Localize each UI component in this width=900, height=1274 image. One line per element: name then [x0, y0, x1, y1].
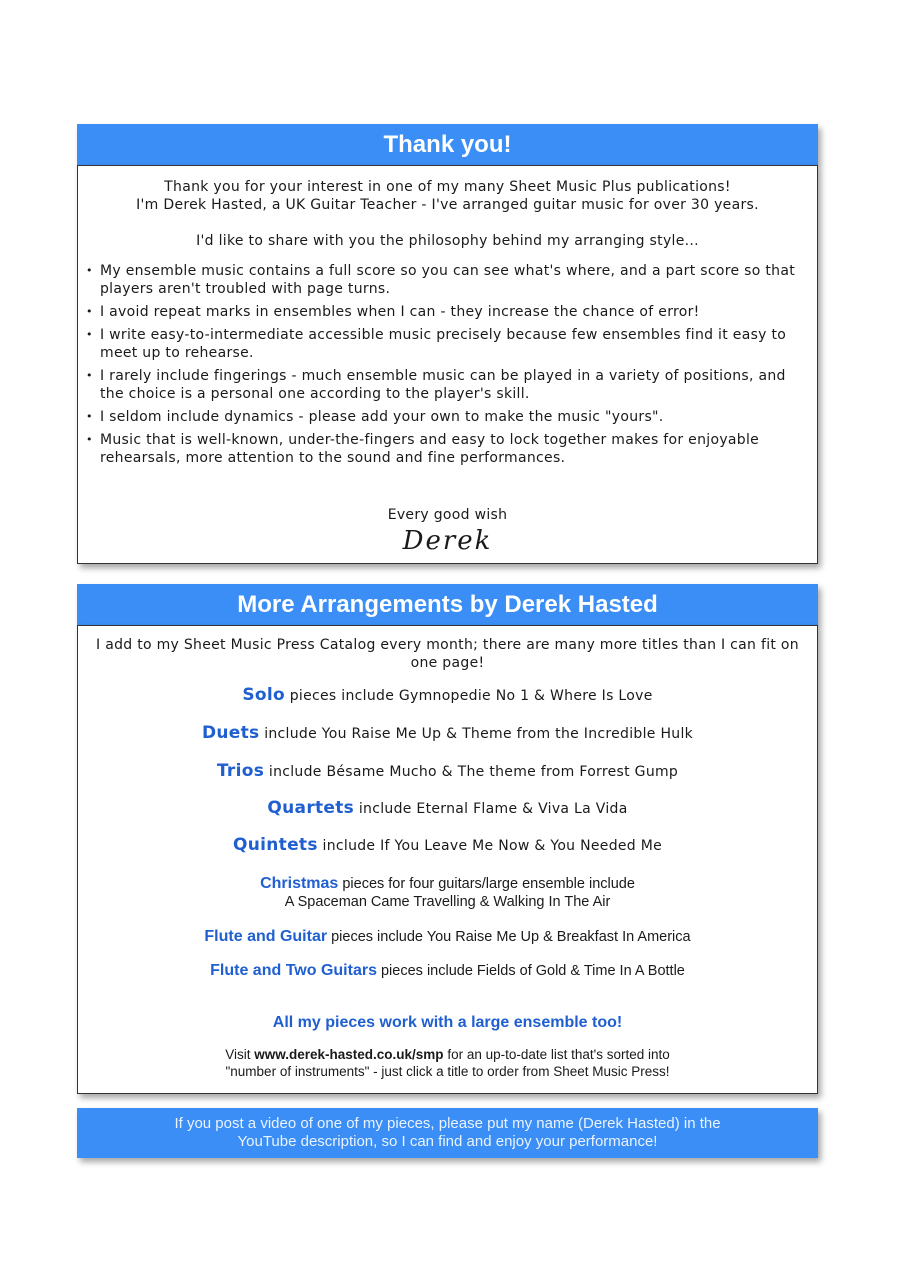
category-name: Solo [242, 685, 285, 705]
video-note-banner [77, 1108, 818, 1158]
list-item: • My ensemble music contains a full score so you can see what's where, and a part score so that players aren't troubled with page turns. [86, 262, 807, 298]
list-item: • Music that is well-known, under-the-fingers and easy to lock together makes for enjoyable rehearsals, more attention to the sound and fine performances. [86, 431, 807, 467]
category-text-line-2: A Spaceman Came Travelling & Walking In The Air [284, 894, 611, 910]
philosophy-text: I'd like to share with you the philosophy behind my arranging style... [196, 233, 699, 249]
video-note-line-1: If you post a video of one of my pieces, please put my name (Derek Hasted) in the [174, 1115, 721, 1132]
intro-text [78, 178, 817, 214]
category-line [78, 762, 817, 781]
thanks-panel [77, 165, 818, 564]
category-line [78, 875, 817, 911]
visit-suffix: for an up-to-date list that's sorted into [443, 1047, 670, 1062]
list-item: • I seldom include dynamics - please add your own to make the music "yours". [86, 408, 807, 426]
list-item: • I rarely include fingerings - much ensemble music can be played in a variety of positions, and the choice is a personal one according to the player's skill. [86, 367, 807, 403]
category-name: Trios [216, 761, 265, 781]
list-item: • I write easy-to-intermediate accessible music precisely because few ensembles find it easy to meet up to rehearse. [86, 326, 807, 362]
philosophy-list [86, 262, 807, 472]
category-line [78, 724, 817, 743]
closing-text: Every good wish [387, 507, 508, 523]
category-text: pieces include You Raise Me Up & Breakfast In America [327, 929, 691, 945]
category-text: pieces include Fields of Gold & Time In A Bottle [376, 963, 685, 979]
visit-prefix: Visit [225, 1047, 255, 1062]
category-line [78, 928, 817, 946]
signature: Derek [402, 526, 493, 556]
category-name: Flute and Two Guitars [210, 962, 377, 979]
visit-note [78, 1046, 817, 1080]
category-text: include You Raise Me Up & Theme from the Incredible Hulk [259, 726, 694, 742]
visit-line-2: "number of instruments" - just click a title to order from Sheet Music Press! [225, 1064, 670, 1079]
category-text: include Bésame Mucho & The theme from Forrest Gump [264, 764, 679, 780]
category-name: Christmas [260, 875, 339, 892]
category-text: include Eternal Flame & Viva La Vida [354, 801, 628, 817]
category-name: Quartets [267, 798, 355, 818]
more-arrangements-heading: More Arrangements by Derek Hasted [77, 584, 818, 625]
intro-line-2: I'm Derek Hasted, a UK Guitar Teacher - I've arranged guitar music for over 30 years. [136, 197, 759, 213]
category-line [78, 836, 817, 855]
category-name: Flute and Guitar [204, 928, 328, 945]
category-text: pieces for four guitars/large ensemble include [338, 876, 635, 892]
large-ensemble-note: All my pieces work with a large ensemble too! [272, 1014, 623, 1031]
category-text: pieces include Gymnopedie No 1 & Where Is Love [284, 688, 653, 704]
intro-line-1: Thank you for your interest in one of my many Sheet Music Plus publications! [164, 179, 731, 195]
category-line [78, 962, 817, 980]
category-line [78, 799, 817, 818]
category-line [78, 686, 817, 705]
category-name: Duets [201, 723, 260, 743]
video-note-line-2: YouTube description, so I can find and enjoy your performance! [237, 1133, 658, 1150]
catalog-intro: I add to my Sheet Music Press Catalog every month; there are many more titles than I can fit on one page! [96, 637, 799, 671]
more-arrangements-panel [77, 625, 818, 1094]
thanks-heading: Thank you! [77, 124, 818, 165]
list-item: • I avoid repeat marks in ensembles when I can - they increase the chance of error! [86, 303, 807, 321]
category-text: include If You Leave Me Now & You Needed Me [317, 838, 663, 854]
website-link[interactable]: www.derek-hasted.co.uk/smp [254, 1047, 444, 1062]
category-name: Quintets [232, 835, 318, 855]
